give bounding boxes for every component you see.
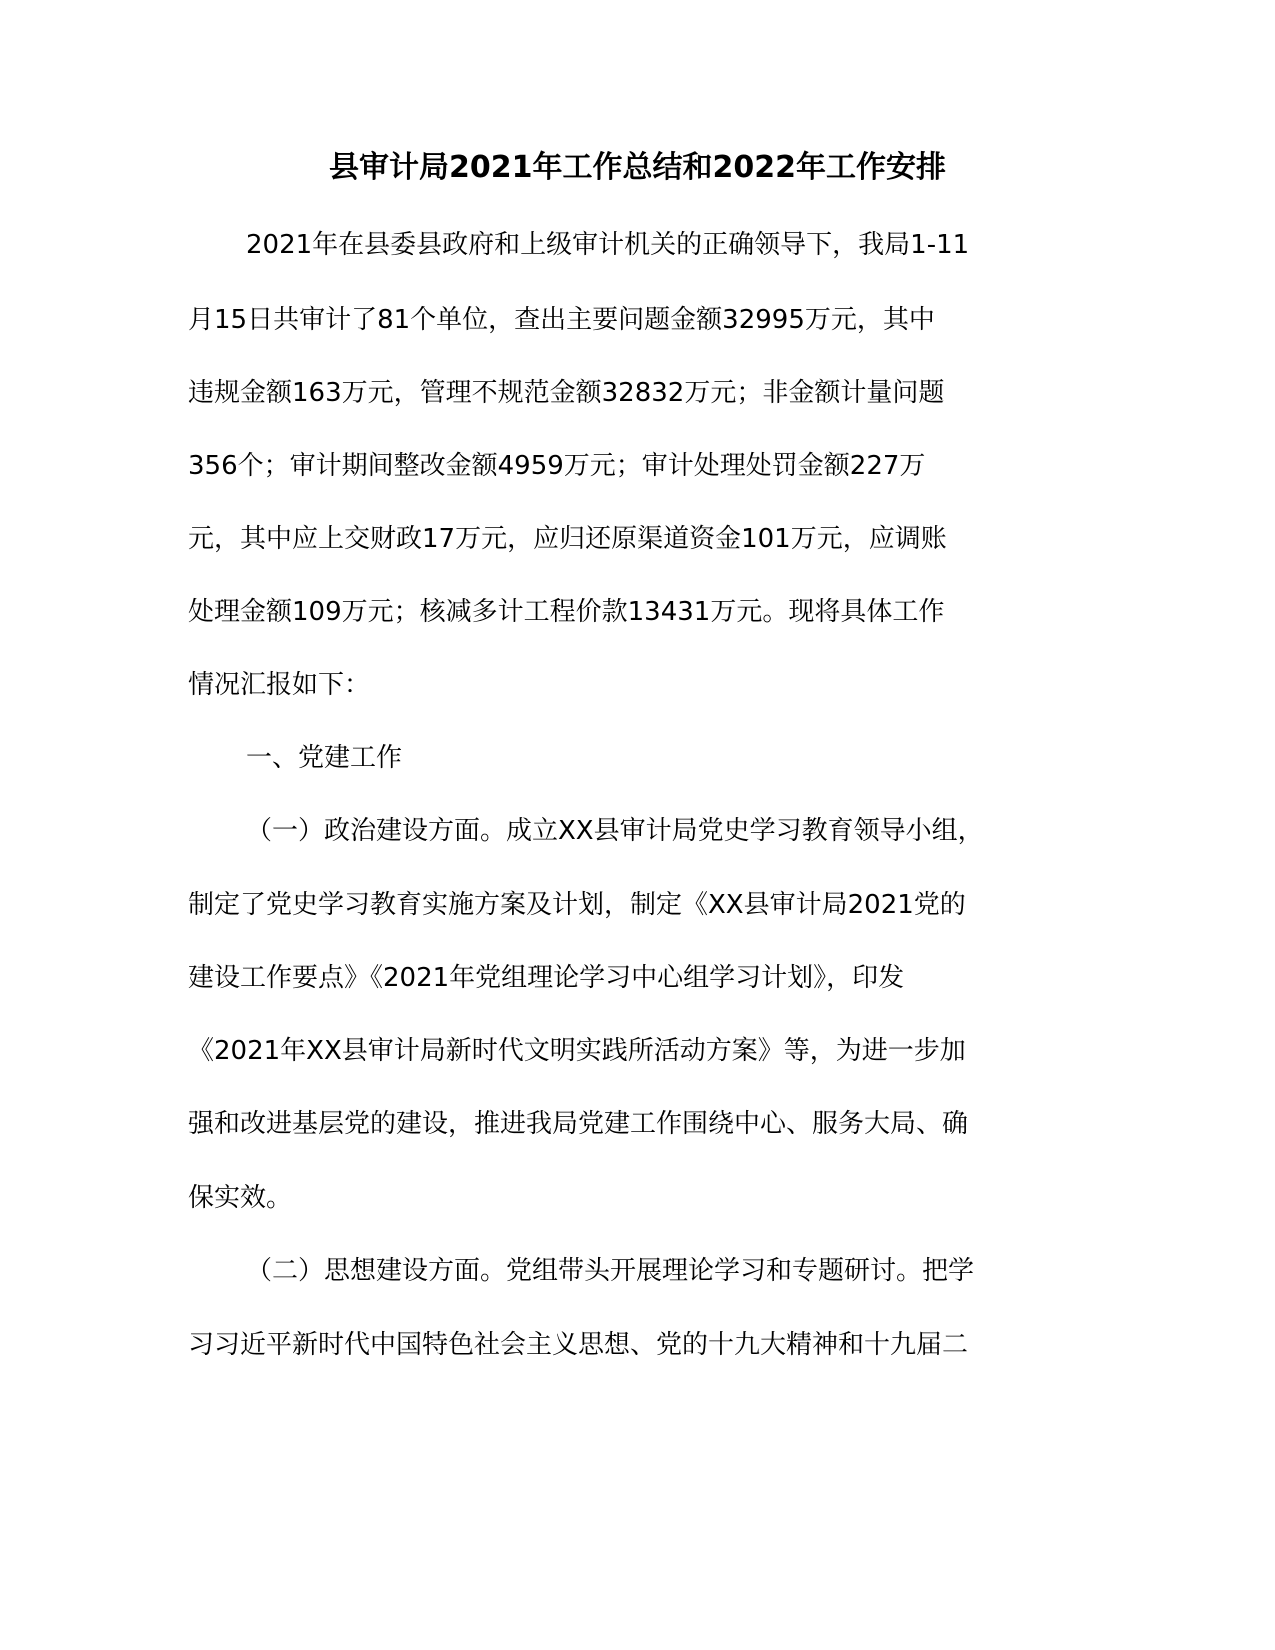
paragraph-line: 处理金额109万元；核减多计工程价款13431万元。现将具体工作: [188, 597, 945, 627]
paragraph-line: （二）思想建设方面。党组带头开展理论学习和专题研讨。把学: [246, 1256, 975, 1286]
paragraph-line: 356个；审计期间整改金额4959万元；审计处理处罚金额227万: [188, 451, 926, 481]
paragraph-line: 制定了党史学习教育实施方案及计划，制定《XX县审计局2021党的: [188, 890, 966, 920]
paragraph-line: 建设工作要点》《2021年党组理论学习中心组学习计划》，印发: [188, 963, 905, 993]
paragraph-line: （一）政治建设方面。成立XX县审计局党史学习教育领导小组，: [246, 816, 984, 846]
paragraph-line: 违规金额163万元，管理不规范金额32832万元；非金额计量问题: [188, 378, 945, 408]
paragraph-line: 2021年在县委县政府和上级审计机关的正确领导下，我局1-11: [246, 230, 970, 260]
paragraph-line: 月15日共审计了81个单位，查出主要问题金额32995万元，其中: [188, 305, 935, 335]
paragraph-line: 元，其中应上交财政17万元，应归还原渠道资金101万元，应调账: [188, 524, 947, 554]
paragraph-line: 情况汇报如下：: [188, 670, 371, 700]
paragraph-line: 《2021年XX县审计局新时代文明实践所活动方案》等，为进一步加: [188, 1036, 966, 1066]
paragraph-line: 保实效。: [188, 1183, 293, 1213]
section-heading: 一、党建工作: [246, 743, 403, 773]
document-title: 县审计局2021年工作总结和2022年工作安排: [329, 150, 946, 185]
paragraph-line: 习习近平新时代中国特色社会主义思想、党的十九大精神和十九届二: [188, 1330, 969, 1360]
paragraph-line: 强和改进基层党的建设，推进我局党建工作围绕中心、服务大局、确: [188, 1109, 969, 1139]
